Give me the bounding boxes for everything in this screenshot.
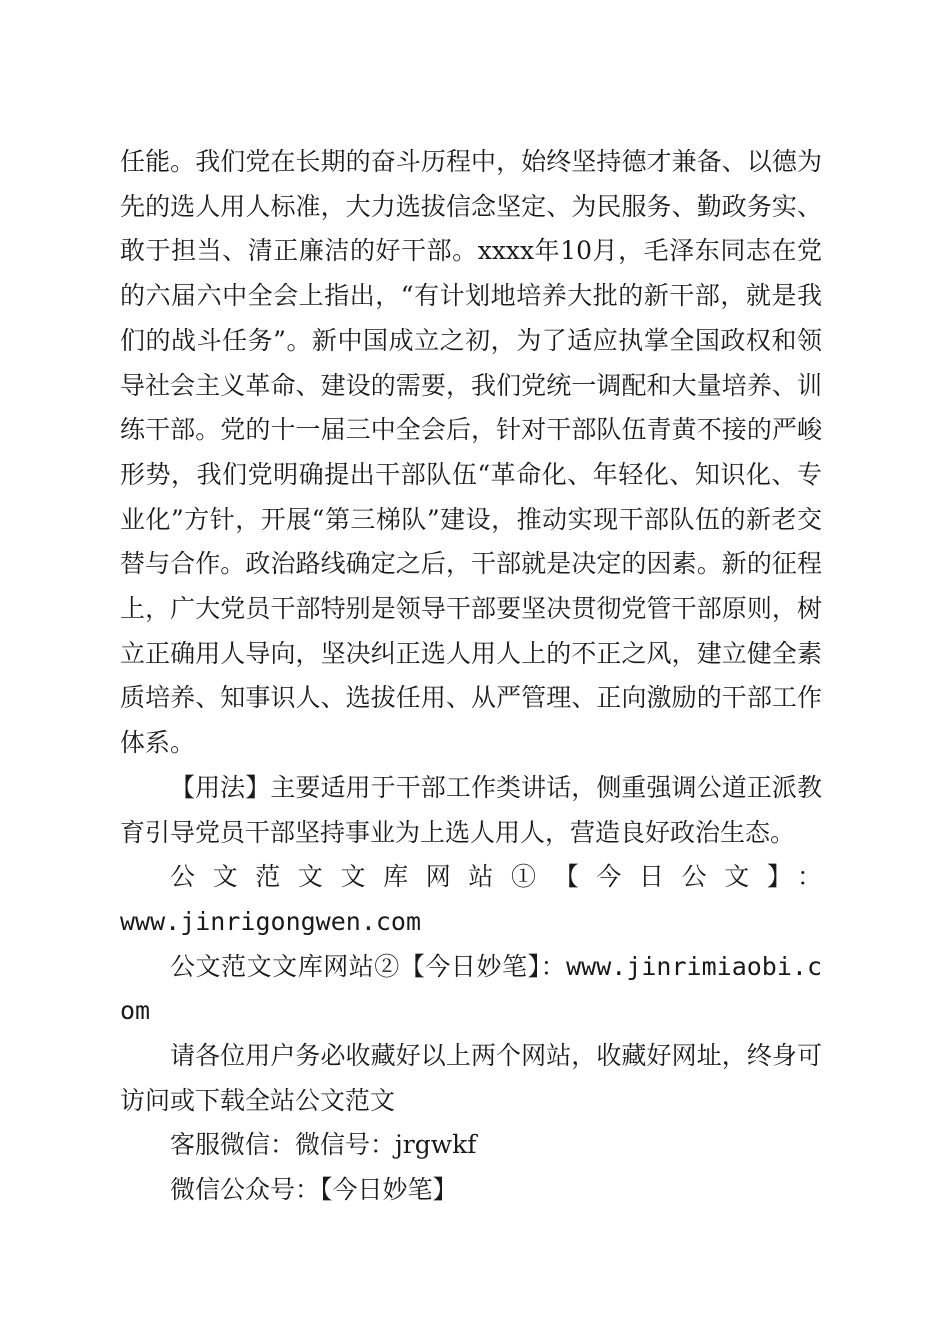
site1-label: 公文范文文库网站①【今日公文】： bbox=[170, 862, 822, 892]
site1-url: www.jinrigongwen.com bbox=[120, 906, 422, 936]
body-paragraph: 任能。我们党在长期的奋斗历程中，始终坚持德才兼备、以德为先的选人用人标准，大力选拔信念坚定、为民服务、勤政务实、敢于担当、清正廉洁的好干部。xxxx年10月，毛泽东同志在党的六届六中全会上指出，“有计划地培养大批的新干部，就是我们的战斗任务”。新中国成立之初，为了适应执掌全国政权和领导社会主义革命、建设的需要，我们党统一调配和大量培养、训练干部。党的十一届三中全会后，针对干部队伍青黄不接的严峻形势，我们党明确提出干部队伍“革命化、年轻化、知识化、专业化”方针，开展“第三梯队”建设，推动实现干部队伍的新老交替与合作。政治路线确定之后，干部就是决定的因素。新的征程上，广大党员干部特别是领导干部要坚决贯彻党管干部原则，树立正确用人导向，坚决纠正选人用人上的不正之风，建立健全素质培养、知事识人、选拔任用、从严管理、正向激励的干部工作体系。 bbox=[120, 147, 822, 758]
bookmark-notice: 请各位用户务必收藏好以上两个网站，收藏好网址，终身可访问或下载全站公文范文 bbox=[120, 1041, 822, 1115]
wechat-service: 客服微信：微信号：jrgwkf bbox=[170, 1130, 477, 1160]
site2-line bbox=[120, 945, 822, 1034]
site2-url: www.jinrimiaobi.com bbox=[120, 951, 822, 1026]
usage-paragraph: 【用法】主要适用于干部工作类讲话，侧重强调公道正派教育引导党员干部坚持事业为上选人用人，营造良好政治生态。 bbox=[120, 772, 822, 847]
document-page bbox=[120, 140, 822, 1213]
site2-label: 公文范文文库网站②【今日妙笔】： bbox=[170, 951, 567, 981]
wechat-public-account: 微信公众号：【今日妙笔】 bbox=[170, 1175, 458, 1205]
